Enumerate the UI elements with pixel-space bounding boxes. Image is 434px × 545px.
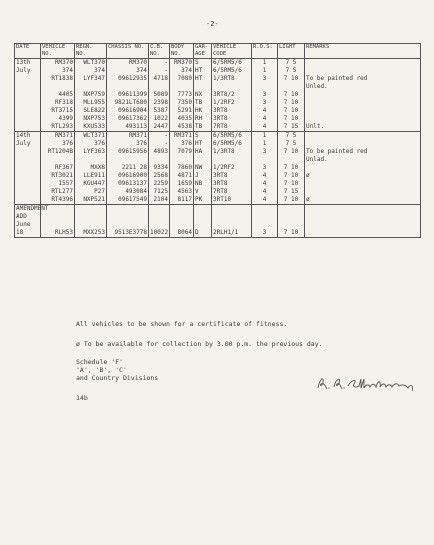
cell-light: 7 5 xyxy=(278,59,305,68)
cell-vehicle: RLH53 xyxy=(41,229,75,238)
cell-date: 18 xyxy=(15,229,41,238)
cell-remarks xyxy=(305,180,421,188)
cell-ros: 3 xyxy=(252,75,278,83)
cell-regn: LYF363 xyxy=(75,148,107,156)
cell-chassis xyxy=(107,156,149,164)
cell-cb: 4893 xyxy=(149,148,170,156)
column-header: BODY NO. xyxy=(170,44,194,59)
cell-regn: MXX253 xyxy=(75,229,107,238)
cell-garage xyxy=(194,156,212,164)
cell-remarks xyxy=(305,115,421,123)
cell-light: 7 10 xyxy=(278,164,305,172)
cell-vehicle: RT1838 xyxy=(41,75,75,83)
cell-remarks xyxy=(305,59,421,68)
cell-light: 7 10 xyxy=(278,148,305,156)
cell-code: 6/5RM5/6 xyxy=(212,140,252,148)
cell-vehicle xyxy=(41,221,75,229)
table-row xyxy=(15,180,421,188)
schedule-refs: 'A', 'B', 'C' xyxy=(76,366,127,374)
cell-vehicle xyxy=(41,213,75,221)
cell-chassis: RM370 xyxy=(107,59,149,68)
cell-ros xyxy=(252,213,278,221)
cell-chassis: 09613137 xyxy=(107,180,149,188)
cell-code: 1/3RT8 xyxy=(212,148,252,156)
cell-remarks xyxy=(305,164,421,172)
column-header: REGN. NO. xyxy=(75,44,107,59)
table-row xyxy=(15,205,421,214)
cell-remarks: To be painted red xyxy=(305,75,421,83)
table-row xyxy=(15,229,421,238)
cell-remarks xyxy=(305,91,421,99)
cell-ros: 3 xyxy=(252,229,278,238)
cell-garage: HT xyxy=(194,67,212,75)
cell-body: 8117 xyxy=(170,196,194,205)
cell-date: 14th xyxy=(15,132,41,141)
cell-body: RM371 xyxy=(170,132,194,141)
cell-remarks: Unlt. xyxy=(305,123,421,132)
cell-code: 2RLH1/1 xyxy=(212,229,252,238)
cell-body: 7080 xyxy=(170,75,194,83)
cell-cb: 5387 xyxy=(149,107,170,115)
cell-chassis: 09617362 xyxy=(107,115,149,123)
page-number: -2- xyxy=(206,20,219,28)
cell-garage: TB xyxy=(194,123,212,132)
cell-remarks: Unlad. xyxy=(305,156,421,164)
cell-garage xyxy=(194,221,212,229)
table-row xyxy=(15,115,421,123)
cell-remarks xyxy=(305,205,421,214)
cell-cb: - xyxy=(149,67,170,75)
cell-garage xyxy=(194,205,212,214)
cell-light: 7 15 xyxy=(278,188,305,196)
table-row xyxy=(15,188,421,196)
cell-code xyxy=(212,156,252,164)
cell-chassis: 493113 xyxy=(107,123,149,132)
cell-ros: 4 xyxy=(252,172,278,180)
cell-body: 4871 xyxy=(170,172,194,180)
cell-garage: HT xyxy=(194,140,212,148)
cell-regn xyxy=(75,205,107,214)
cell-vehicle: RT3021 xyxy=(41,172,75,180)
cell-regn: MLL955 xyxy=(75,99,107,107)
cell-ros xyxy=(252,205,278,214)
handwritten-signature xyxy=(314,372,424,394)
cell-garage: PK xyxy=(194,196,212,205)
cell-body: 8064 xyxy=(170,229,194,238)
cell-cb: 1022 xyxy=(149,115,170,123)
cell-cb: 2398 xyxy=(149,99,170,107)
table-row xyxy=(15,91,421,99)
cell-vehicle xyxy=(41,156,75,164)
cell-date: 13th xyxy=(15,59,41,68)
cell-date xyxy=(15,164,41,172)
cell-code: 7RT8 xyxy=(212,188,252,196)
cell-body: 374 xyxy=(170,67,194,75)
vehicle-schedule-table xyxy=(14,43,421,238)
cell-chassis: RM371 xyxy=(107,132,149,141)
cell-ros: 4 xyxy=(252,107,278,115)
cell-date xyxy=(15,180,41,188)
document-reference: 14b xyxy=(76,394,88,402)
cell-ros xyxy=(252,221,278,229)
cell-regn: LYF347 xyxy=(75,75,107,83)
cell-body: RM370 xyxy=(170,59,194,68)
cell-body: 1659 xyxy=(170,180,194,188)
cell-garage: HA xyxy=(194,148,212,156)
cell-remarks xyxy=(305,67,421,75)
cell-cb: - xyxy=(149,132,170,141)
cell-vehicle: RT1204B xyxy=(41,148,75,156)
cell-body: 4563 xyxy=(170,188,194,196)
cell-ros: 4 xyxy=(252,115,278,123)
cell-code: 3RT8 xyxy=(212,107,252,115)
cell-remarks xyxy=(305,132,421,141)
cell-light xyxy=(278,156,305,164)
cell-body: 4035 xyxy=(170,115,194,123)
cell-remarks: Unled. xyxy=(305,83,421,91)
cell-light: 7 15 xyxy=(278,123,305,132)
cell-cb: 2104 xyxy=(149,196,170,205)
column-header: REMARKS xyxy=(305,44,421,59)
cell-ros: 4 xyxy=(252,188,278,196)
cell-vehicle: 1557 xyxy=(41,180,75,188)
cell-light: 7 10 xyxy=(278,180,305,188)
cell-light: 7 5 xyxy=(278,132,305,141)
cell-vehicle xyxy=(41,83,75,91)
cell-remarks: To be painted red xyxy=(305,148,421,156)
cell-date: AMENDMENT xyxy=(16,205,49,212)
cell-light xyxy=(278,221,305,229)
cell-chassis xyxy=(107,221,149,229)
cell-cb: - xyxy=(149,140,170,148)
cell-chassis: 09612935 xyxy=(107,75,149,83)
cell-chassis: 09615956 xyxy=(107,148,149,156)
cell-cb xyxy=(149,205,170,214)
cell-body: 7079 xyxy=(170,148,194,156)
cell-regn: WLT371 xyxy=(75,132,107,141)
cell-body: 7860 xyxy=(170,164,194,172)
cell-body: 7350 xyxy=(170,99,194,107)
cell-cb: 4718 xyxy=(149,75,170,83)
cell-garage xyxy=(194,83,212,91)
cell-ros: 1 xyxy=(252,59,278,68)
cell-light xyxy=(278,205,305,214)
table-row xyxy=(15,67,421,75)
cell-chassis: 374 xyxy=(107,67,149,75)
table-row xyxy=(15,107,421,115)
cell-chassis: 09611399 xyxy=(107,91,149,99)
cell-cb xyxy=(149,83,170,91)
cell-garage: TB xyxy=(194,99,212,107)
cell-body: 5291 xyxy=(170,107,194,115)
cell-date xyxy=(15,99,41,107)
cell-ros: 1 xyxy=(252,67,278,75)
cell-chassis: 09616900 xyxy=(107,172,149,180)
cell-light: 7 10 xyxy=(278,172,305,180)
table-row xyxy=(15,196,421,205)
cell-code xyxy=(212,213,252,221)
cell-garage: RH xyxy=(194,115,212,123)
cell-cb xyxy=(149,156,170,164)
cell-remarks xyxy=(305,188,421,196)
cell-code xyxy=(212,83,252,91)
table-row xyxy=(15,83,421,91)
table-row xyxy=(15,140,421,148)
cell-vehicle: 376 xyxy=(41,140,75,148)
cell-body xyxy=(170,156,194,164)
cell-garage: HT xyxy=(194,75,212,83)
cell-garage: S xyxy=(194,59,212,68)
cell-chassis: 09616904 xyxy=(107,107,149,115)
cell-remarks xyxy=(305,140,421,148)
cell-regn xyxy=(75,213,107,221)
column-header: VEHICLE NO. xyxy=(41,44,75,59)
cell-garage: D xyxy=(194,229,212,238)
table-row xyxy=(15,213,421,221)
cell-chassis: 376 xyxy=(107,140,149,148)
cell-date xyxy=(15,148,41,156)
cell-code: 3RT8 xyxy=(212,180,252,188)
cell-date xyxy=(15,123,41,132)
cell-body xyxy=(170,221,194,229)
cell-date xyxy=(15,156,41,164)
cell-body: 376 xyxy=(170,140,194,148)
cell-vehicle: 374 xyxy=(41,67,75,75)
cell-date: July xyxy=(15,140,41,148)
cell-chassis: 09617549 xyxy=(107,196,149,205)
cell-date xyxy=(15,115,41,123)
cell-vehicle: RTL277 xyxy=(41,188,75,196)
cell-light: 7 10 xyxy=(278,229,305,238)
cell-code: 7RT8 xyxy=(212,123,252,132)
cell-light: 7 10 xyxy=(278,115,305,123)
cell-vehicle: RF318 xyxy=(41,99,75,107)
cell-remarks: ø xyxy=(305,172,421,180)
cell-garage: V xyxy=(194,188,212,196)
cell-regn xyxy=(75,83,107,91)
cell-code xyxy=(212,205,252,214)
cell-vehicle: RM371 xyxy=(41,132,75,141)
cell-chassis: 2211 28 xyxy=(107,164,149,172)
table-row xyxy=(15,172,421,180)
column-header: R.O.S. xyxy=(252,44,278,59)
cell-garage: HK xyxy=(194,107,212,115)
cell-code: 3RT8/2 xyxy=(212,91,252,99)
column-header: DATE xyxy=(15,44,41,59)
cell-date xyxy=(15,91,41,99)
cell-date: July xyxy=(15,67,41,75)
cell-vehicle: RF367 xyxy=(41,164,75,172)
cell-remarks xyxy=(305,221,421,229)
divisions-label: and Country Divisions xyxy=(76,374,159,382)
cell-date xyxy=(15,188,41,196)
cell-vehicle: RTL293 xyxy=(41,123,75,132)
table-row xyxy=(15,221,421,229)
cell-light: 7 10 xyxy=(278,196,305,205)
cell-ros xyxy=(252,156,278,164)
cell-garage: J xyxy=(194,172,212,180)
cell-regn xyxy=(75,156,107,164)
cell-light: 7 5 xyxy=(278,140,305,148)
cell-remarks xyxy=(305,213,421,221)
cell-regn: WLT370 xyxy=(75,59,107,68)
cell-chassis xyxy=(107,205,149,214)
cell-cb: 10022 xyxy=(150,229,169,236)
cell-light: 7 10 xyxy=(278,91,305,99)
table-row xyxy=(15,148,421,156)
cell-ros: 1 xyxy=(252,140,278,148)
cell-cb xyxy=(149,213,170,221)
cell-code: 6/5RM5/6 xyxy=(212,67,252,75)
schedule-label: Schedule 'F' xyxy=(76,358,123,366)
cell-cb xyxy=(149,221,170,229)
cell-code: 1/2RF2 xyxy=(212,99,252,107)
cell-regn: SLE822 xyxy=(75,107,107,115)
cell-ros: 3 xyxy=(252,99,278,107)
column-header: VEHICLE CODE xyxy=(212,44,252,59)
cell-ros xyxy=(252,83,278,91)
cell-regn: NXP759 xyxy=(75,91,107,99)
cell-date: ADD xyxy=(15,213,41,221)
column-header: C.B. NO. xyxy=(149,44,170,59)
cell-code: 6/5RM5/6 xyxy=(212,132,252,141)
cell-remarks: ø xyxy=(305,196,421,205)
cell-ros: 4 xyxy=(252,196,278,205)
cell-cb: 2447 xyxy=(149,123,170,132)
cell-regn: LLE911 xyxy=(75,172,107,180)
cell-cb: 2568 xyxy=(149,172,170,180)
cell-chassis: 9513E3778 xyxy=(107,229,149,238)
cell-light: 7 5 xyxy=(278,67,305,75)
cell-light xyxy=(278,213,305,221)
cell-vehicle: RT4396 xyxy=(41,196,75,205)
collection-note: ø To be available for collection by 3.00 p.m. the previous day. xyxy=(76,340,323,348)
cell-date xyxy=(15,83,41,91)
cell-ros: 3 xyxy=(252,164,278,172)
cell-vehicle: RT3715 xyxy=(41,107,75,115)
cell-ros: 4 xyxy=(252,123,278,132)
cell-remarks xyxy=(305,229,421,238)
column-header: LIGHT xyxy=(278,44,305,59)
table-row xyxy=(15,123,421,132)
cell-code: 3RT8 xyxy=(212,115,252,123)
cell-light: 7 10 xyxy=(278,99,305,107)
cell-cb: 7125 xyxy=(149,188,170,196)
cell-chassis xyxy=(107,213,149,221)
cell-chassis: 493084 xyxy=(107,188,149,196)
cell-body xyxy=(170,213,194,221)
cell-ros: 4 xyxy=(252,180,278,188)
cell-code xyxy=(212,221,252,229)
cell-regn: NXP753 xyxy=(75,115,107,123)
cell-regn xyxy=(75,221,107,229)
cell-remarks xyxy=(305,107,421,115)
cell-cb: 2259 xyxy=(149,180,170,188)
cell-cb: 5089 xyxy=(149,91,170,99)
fitness-note: All vehicles to be shown for a certificate of fitness. xyxy=(76,320,288,328)
table-row xyxy=(15,75,421,83)
column-header: GAR-AGE xyxy=(194,44,212,59)
cell-garage: NX xyxy=(194,91,212,99)
cell-code: 3RT10 xyxy=(212,196,252,205)
cell-light: 7 10 xyxy=(278,107,305,115)
cell-cb: - xyxy=(149,59,170,68)
cell-date xyxy=(15,196,41,205)
cell-code: 6/5RM5/6 xyxy=(212,59,252,68)
column-header: CHASSIS NO. xyxy=(107,44,149,59)
cell-ros: 3 xyxy=(252,148,278,156)
cell-vehicle: 4405 xyxy=(41,91,75,99)
cell-cb: 9334 xyxy=(149,164,170,172)
cell-ros: 1 xyxy=(252,132,278,141)
table-row xyxy=(15,164,421,172)
cell-regn: MXX8 xyxy=(75,164,107,172)
table-row xyxy=(15,132,421,141)
cell-code: 1/2RF2 xyxy=(212,164,252,172)
cell-regn: KXU533 xyxy=(75,123,107,132)
cell-date: June xyxy=(15,221,41,229)
cell-light xyxy=(278,83,305,91)
cell-date xyxy=(15,75,41,83)
cell-regn: 374 xyxy=(75,67,107,75)
cell-body xyxy=(170,83,194,91)
cell-regn: KGU447 xyxy=(75,180,107,188)
cell-body: 4538 xyxy=(170,123,194,132)
cell-chassis: 9821LT680 xyxy=(107,99,149,107)
table-row xyxy=(15,156,421,164)
table-row xyxy=(15,59,421,68)
table-row xyxy=(15,99,421,107)
cell-date xyxy=(15,172,41,180)
cell-garage: NB xyxy=(194,180,212,188)
cell-garage: NW xyxy=(194,164,212,172)
cell-regn: 376 xyxy=(75,140,107,148)
cell-chassis xyxy=(107,83,149,91)
cell-vehicle: 4399 xyxy=(41,115,75,123)
cell-remarks xyxy=(305,99,421,107)
table-header-row xyxy=(15,44,421,59)
cell-body xyxy=(170,205,194,214)
cell-ros: 3 xyxy=(252,91,278,99)
cell-code: 1/3RT8 xyxy=(212,75,252,83)
cell-date xyxy=(15,107,41,115)
cell-garage: S xyxy=(194,132,212,141)
cell-code: 3RT8 xyxy=(212,172,252,180)
cell-regn: NXP521 xyxy=(75,196,107,205)
cell-regn: P27 xyxy=(75,188,107,196)
cell-vehicle: RM370 xyxy=(41,59,75,68)
cell-body: 7773 xyxy=(170,91,194,99)
cell-light: 7 10 xyxy=(278,75,305,83)
cell-garage xyxy=(194,213,212,221)
